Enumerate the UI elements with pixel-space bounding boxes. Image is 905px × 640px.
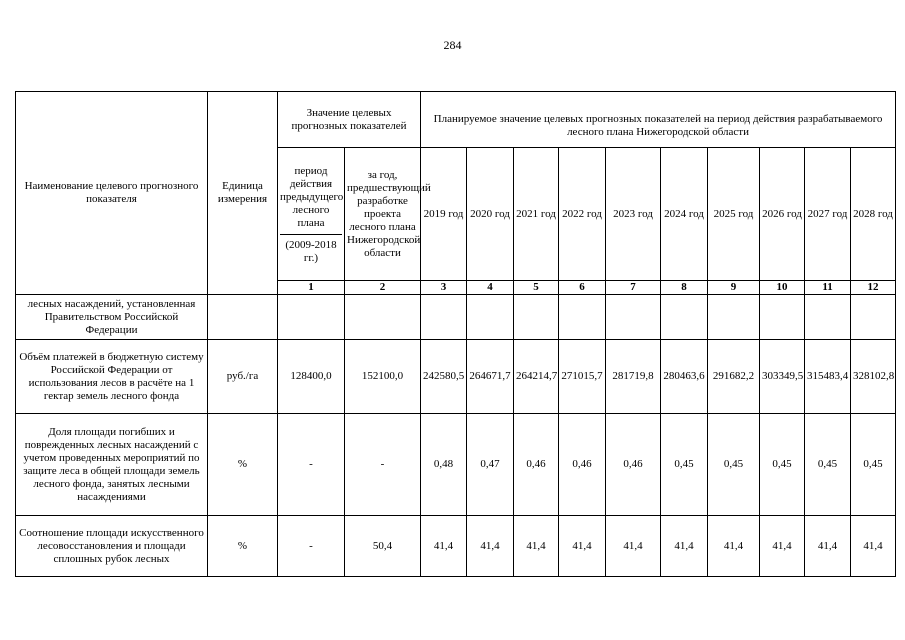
value-cell — [708, 295, 760, 340]
value-cell — [661, 295, 708, 340]
value-cell — [345, 295, 421, 340]
value-cell: 0,46 — [606, 414, 661, 516]
value-cell: 0,46 — [514, 414, 559, 516]
column-number: 8 — [661, 281, 708, 295]
value-cell: 152100,0 — [345, 340, 421, 414]
value-cell: - — [278, 516, 345, 577]
column-number: 4 — [467, 281, 514, 295]
value-cell: 303349,5 — [760, 340, 805, 414]
value-cell: 41,4 — [708, 516, 760, 577]
value-cell — [278, 295, 345, 340]
value-cell — [805, 295, 851, 340]
header-year: 2025 год — [708, 148, 760, 281]
value-cell: 50,4 — [345, 516, 421, 577]
column-number: 11 — [805, 281, 851, 295]
value-cell: 328102,8 — [851, 340, 896, 414]
header-year: 2020 год — [467, 148, 514, 281]
value-cell: 41,4 — [760, 516, 805, 577]
value-cell: 0,45 — [661, 414, 708, 516]
indicator-name: Соотношение площади искусственного лесовосстановления и площади сплошных рубок лесных — [16, 516, 208, 577]
column-number: 5 — [514, 281, 559, 295]
header-year: 2023 год — [606, 148, 661, 281]
value-cell: 0,47 — [467, 414, 514, 516]
header-indicator-name: Наименование целевого прогнозного показателя — [16, 92, 208, 295]
indicator-unit: руб./га — [208, 340, 278, 414]
column-number: 12 — [851, 281, 896, 295]
column-number: 1 — [278, 281, 345, 295]
table-row — [16, 295, 896, 340]
value-cell: 41,4 — [661, 516, 708, 577]
header-prev-year: за год, предшествующий разработке проекта лесного плана Нижегородской области — [345, 148, 421, 281]
value-cell: 0,45 — [708, 414, 760, 516]
value-cell: 41,4 — [514, 516, 559, 577]
page-number: 284 — [443, 38, 462, 52]
value-cell: - — [278, 414, 345, 516]
table-row — [16, 340, 896, 414]
column-number: 2 — [345, 281, 421, 295]
value-cell: 41,4 — [421, 516, 467, 577]
value-cell: 281719,8 — [606, 340, 661, 414]
header-year: 2022 год — [559, 148, 606, 281]
value-cell: 41,4 — [467, 516, 514, 577]
value-cell: 264671,7 — [467, 340, 514, 414]
indicator-name: лесных насаждений, установленная Правительством Российской Федерации — [16, 295, 208, 340]
value-cell — [421, 295, 467, 340]
column-number: 10 — [760, 281, 805, 295]
header-year: 2024 год — [661, 148, 708, 281]
value-cell: - — [345, 414, 421, 516]
header-year: 2026 год — [760, 148, 805, 281]
value-cell: 0,45 — [851, 414, 896, 516]
indicator-name: Объём платежей в бюджетную систему Российской Федерации от использования лесов в расчёте на 1 гектар земель лесного фонда — [16, 340, 208, 414]
value-cell — [514, 295, 559, 340]
value-cell: 0,48 — [421, 414, 467, 516]
column-number: 6 — [559, 281, 606, 295]
value-cell — [606, 295, 661, 340]
indicator-unit — [208, 295, 278, 340]
value-cell: 291682,2 — [708, 340, 760, 414]
table-row — [16, 516, 896, 577]
value-cell: 0,45 — [805, 414, 851, 516]
value-cell: 0,46 — [559, 414, 606, 516]
value-cell: 264214,7 — [514, 340, 559, 414]
forecast-indicators-table — [15, 91, 896, 577]
value-cell: 315483,4 — [805, 340, 851, 414]
value-cell: 280463,6 — [661, 340, 708, 414]
value-cell — [559, 295, 606, 340]
value-cell: 242580,5 — [421, 340, 467, 414]
indicator-name: Доля площади погибших и поврежденных лесных насаждений с учетом проведенных мероприятий по защите леса в общей площади земель лесного фонда, занятых лесными насаждениями — [16, 414, 208, 516]
indicator-unit: % — [208, 414, 278, 516]
value-cell: 128400,0 — [278, 340, 345, 414]
header-target-values: Значение целевых прогнозных показателей — [278, 92, 421, 148]
header-prev-period: период действия предыдущего лесного плана — [280, 163, 342, 235]
header-year: 2028 год — [851, 148, 896, 281]
header-year: 2019 год — [421, 148, 467, 281]
value-cell: 271015,7 — [559, 340, 606, 414]
value-cell: 41,4 — [851, 516, 896, 577]
header-prev-period-years: (2009-2018 гг.) — [285, 239, 337, 264]
column-number: 9 — [708, 281, 760, 295]
value-cell — [851, 295, 896, 340]
value-cell: 41,4 — [805, 516, 851, 577]
header-prev-period-cell — [278, 148, 345, 281]
value-cell: 41,4 — [559, 516, 606, 577]
header-year: 2027 год — [805, 148, 851, 281]
header-year: 2021 год — [514, 148, 559, 281]
value-cell: 0,45 — [760, 414, 805, 516]
header-planned-values: Планируемое значение целевых прогнозных показателей на период действия разрабатываемого лесного плана Нижегородской области — [421, 92, 896, 148]
value-cell — [467, 295, 514, 340]
value-cell: 41,4 — [606, 516, 661, 577]
column-number: 3 — [421, 281, 467, 295]
value-cell — [760, 295, 805, 340]
column-number: 7 — [606, 281, 661, 295]
header-unit: Единица измерения — [208, 92, 278, 295]
indicator-unit: % — [208, 516, 278, 577]
table-row — [16, 414, 896, 516]
